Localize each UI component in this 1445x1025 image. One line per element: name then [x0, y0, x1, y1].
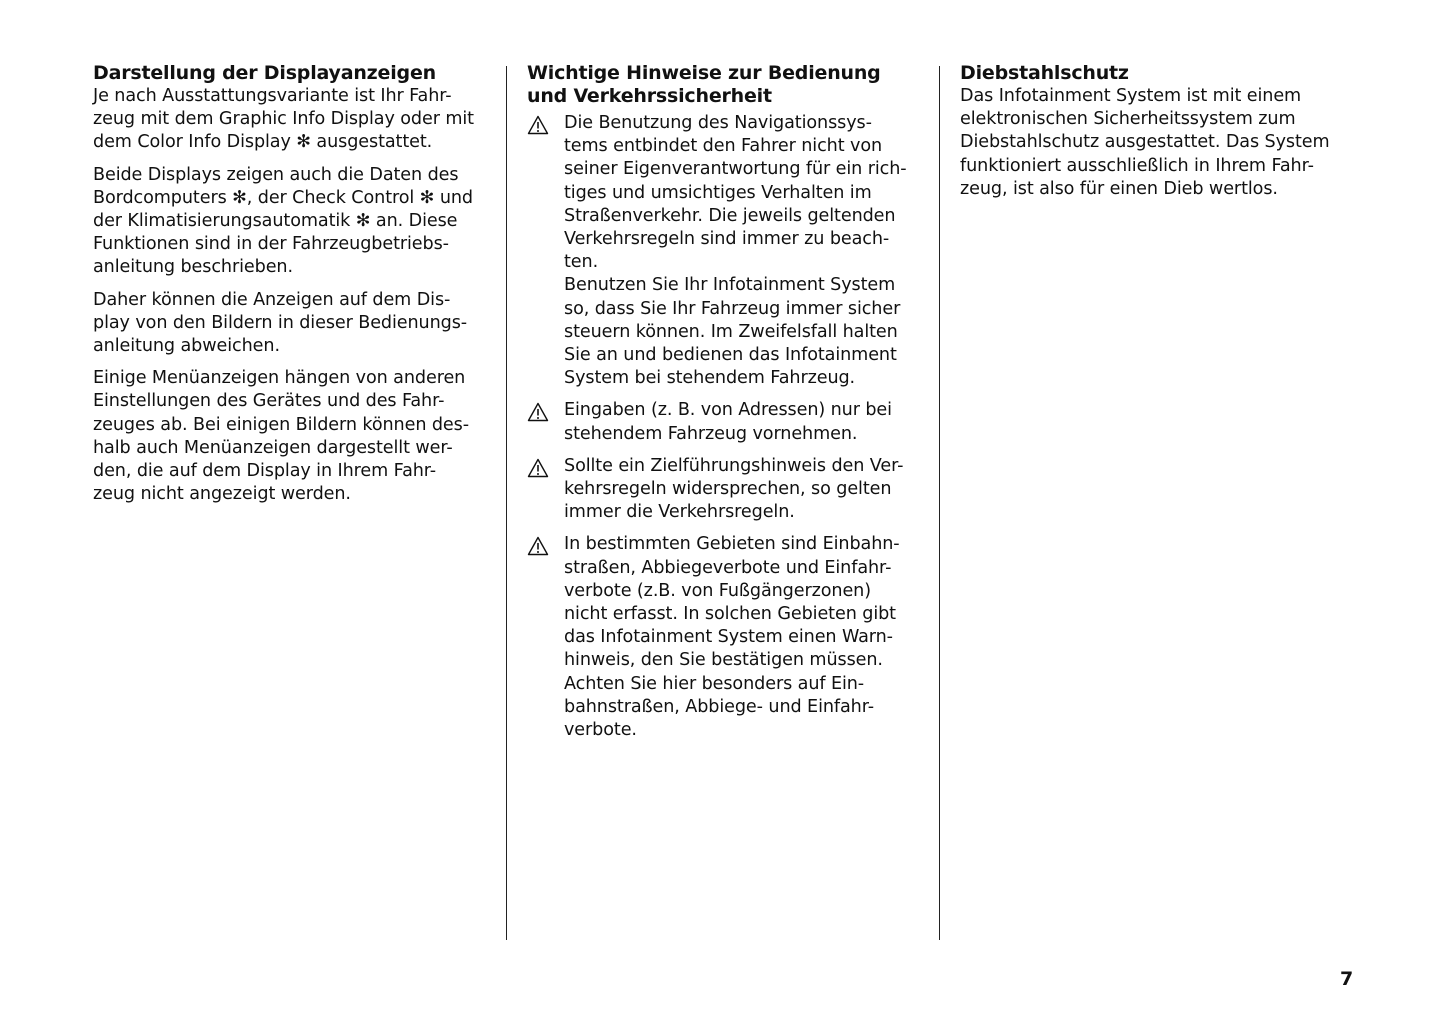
text-line: Benutzen Sie Ihr Infotainment System: [564, 275, 896, 296]
text-line: hinweis, den Sie bestätigen müssen.: [564, 650, 883, 671]
heading-line: Diebstahlschutz: [960, 62, 1129, 84]
section-heading: [527, 62, 927, 108]
paragraph: [960, 85, 1360, 201]
text-line: so, dass Sie Ihr Fahrzeug immer sicher: [564, 298, 901, 319]
text-line: Beide Displays zeigen auch die Daten des: [93, 164, 459, 185]
text-line: zeuges ab. Bei einigen Bildern können des-: [93, 414, 469, 435]
section-heading: [93, 62, 493, 85]
heading-line: und Verkehrssicherheit: [527, 85, 772, 107]
text-line: anleitung abweichen.: [93, 336, 280, 357]
warning-note: [527, 399, 927, 445]
section-heading: [960, 62, 1360, 85]
paragraph: [93, 289, 493, 359]
text-line: Je nach Ausstattungsvariante ist Ihr Fahr-: [93, 86, 452, 106]
text-line: Sie an und bedienen das Infotainment: [564, 345, 897, 366]
text-line: tems entbindet den Fahrer nicht von: [564, 136, 883, 157]
text-line: Verkehrsregeln sind immer zu beach-: [564, 229, 890, 250]
column-safety: [527, 62, 927, 742]
column-theft: [960, 62, 1360, 201]
text-line: Das Infotainment System ist mit einem: [960, 86, 1302, 106]
text-line: Eingaben (z. B. von Adressen) nur bei: [564, 400, 892, 421]
text-line: Die Benutzung des Navigationssys-: [564, 113, 872, 133]
text-line: verbote.: [564, 720, 637, 741]
text-line: anleitung beschrieben.: [93, 257, 293, 278]
text-line: Diebstahlschutz ausgestattet. Das System: [960, 132, 1330, 153]
text-line: zeug mit dem Graphic Info Display oder mit: [93, 109, 474, 130]
text-line: Bordcomputers ✻, der Check Control ✻ und: [93, 187, 473, 208]
text-line: funktioniert ausschließlich in Ihrem Fahr-: [960, 155, 1314, 176]
text-line: steuern können. Im Zweifelsfall halten: [564, 321, 898, 342]
text-line: das Infotainment System einen Warn-: [564, 627, 893, 648]
column-display: [93, 62, 493, 506]
paragraph: [93, 85, 493, 155]
text-line: straßen, Abbiegeverbote und Einfahr-: [564, 557, 892, 578]
warning-triangle-icon: [527, 536, 549, 556]
text-line: System bei stehendem Fahrzeug.: [564, 368, 856, 389]
paragraph: [93, 164, 493, 280]
text-line: Sollte ein Zielführungshinweis den Ver-: [564, 455, 904, 476]
text-line: Einige Menüanzeigen hängen von anderen: [93, 368, 466, 389]
text-line: Achten Sie hier besonders auf Ein-: [564, 673, 865, 694]
text-line: zeug nicht angezeigt werden.: [93, 484, 351, 505]
text-line: play von den Bildern in dieser Bedienungs-: [93, 312, 468, 333]
warning-note: [527, 112, 927, 390]
heading-line: Darstellung der Displayanzeigen: [93, 62, 436, 84]
text-line: den, die auf dem Display in Ihrem Fahr-: [93, 461, 437, 482]
text-line: In bestimmten Gebieten sind Einbahn-: [564, 534, 900, 555]
text-line: dem Color Info Display ✻ ausgestattet.: [93, 132, 433, 153]
text-line: stehendem Fahrzeug vornehmen.: [564, 423, 858, 444]
warning-triangle-icon: [527, 458, 549, 478]
text-line: bahnstraßen, Abbiege- und Einfahr-: [564, 696, 874, 717]
text-line: zeug, ist also für einen Dieb wertlos.: [960, 178, 1278, 199]
text-line: Einstellungen des Gerätes und des Fahr-: [93, 391, 445, 412]
warning-triangle-icon: [527, 115, 549, 135]
text-line: nicht erfasst. In solchen Gebieten gibt: [564, 604, 896, 625]
column-divider: [506, 66, 507, 940]
text-line: immer die Verkehrsregeln.: [564, 502, 795, 523]
text-line: Daher können die Anzeigen auf dem Dis-: [93, 289, 451, 310]
warning-note: [527, 455, 927, 525]
warning-note: [527, 533, 927, 742]
text-line: seiner Eigenverantwortung für ein rich-: [564, 159, 907, 180]
text-line: verbote (z.B. von Fußgängerzonen): [564, 580, 871, 601]
text-line: tiges und umsichtiges Verhalten im: [564, 182, 872, 203]
page-number: 7: [1340, 968, 1354, 990]
column-divider: [939, 66, 940, 940]
text-line: Straßenverkehr. Die jeweils geltenden: [564, 205, 896, 226]
text-line: elektronischen Sicherheitssystem zum: [960, 109, 1296, 130]
paragraph: [93, 367, 493, 506]
text-line: Funktionen sind in der Fahrzeugbetriebs-: [93, 234, 449, 255]
text-line: der Klimatisierungsautomatik ✻ an. Diese: [93, 211, 458, 232]
text-line: ten.: [564, 252, 599, 273]
warning-triangle-icon: [527, 402, 549, 422]
heading-line: Wichtige Hinweise zur Bedienung: [527, 62, 881, 84]
text-line: kehrsregeln widersprechen, so gelten: [564, 479, 892, 500]
text-line: halb auch Menüanzeigen dargestellt wer-: [93, 437, 453, 458]
